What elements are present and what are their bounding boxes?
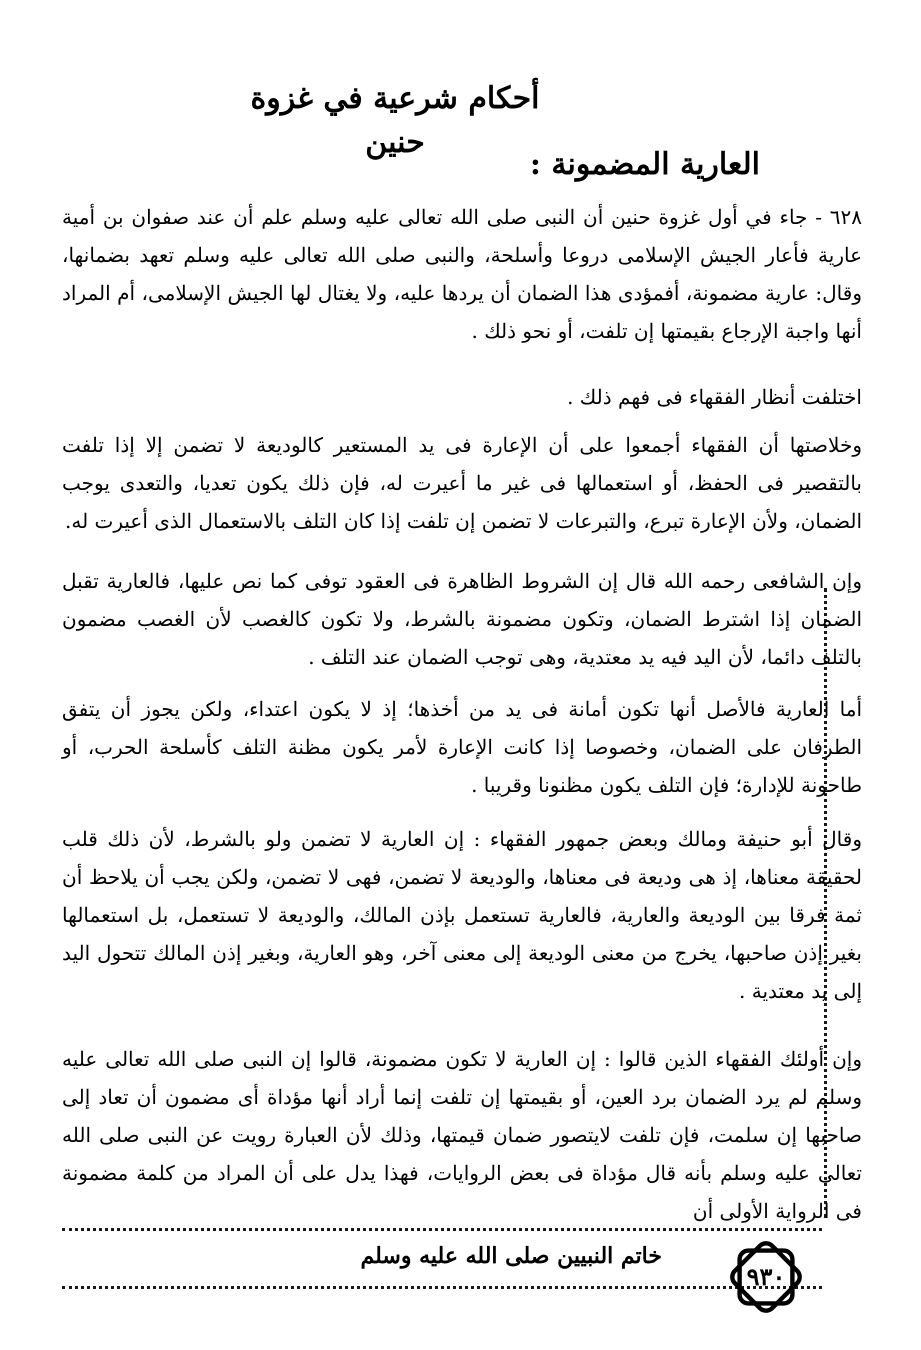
page-header-title: أحكام شرعية في غزوة حنين bbox=[250, 81, 540, 160]
page-number-badge bbox=[706, 1217, 826, 1337]
section-title: العارية المضمونة : bbox=[529, 147, 760, 182]
page-number: ٩٣٠ bbox=[746, 1262, 786, 1291]
paragraph-1: ٦٢٨ - جاء في أول غزوة حنين أن النبى صلى الله تعالى عليه وسلم علم أن عند صفوان بن أمية عارية فأعار الجيش الإسلامى دروعا وأسلحة، والنبى صلى الله تعالى عليه وسلم تعهد بضمانها، وقال: عارية مضمونة، أفمؤدى هذا الضمان أن يردها عليه، ولا يغتال لها الجيش الإسلامى، أم المراد أنها واجبة الإرجاع بقيمتها إن تلفت، أو نحو ذلك . bbox=[62, 205, 862, 343]
paragraph-5: أما العارية فالأصل أنها تكون أمانة فى يد من أخذها؛ إذ لا يكون اعتداء، ولكن يجوز أن يتفق الطرفان على الضمان، وخصوصا إذا كانت الإعارة لأمر يكون مظنة التلف كأسلحة الحرب، أو طاحونة للإدارة؛ فإن التلف يكون مظنونا وقريبا . bbox=[62, 697, 862, 797]
paragraph-4: وإن الشافعى رحمه الله قال إن الشروط الظاهرة فى العقود توفى كما نص عليها، فالعارية تقبل الضمان إذا اشترط الضمان، وتكون مضمونة بالشرط، ولا تكون كالغصب لأن الغصب مضمون بالتلف دائما، لأن اليد فيه يد معتدية، وهى توجب الضمان عند التلف . bbox=[62, 569, 862, 669]
footer-book-title: خاتم النبيين صلى الله عليه وسلم bbox=[360, 1243, 662, 1269]
paragraph-2: اختلفت أنظار الفقهاء فى فهم ذلك . bbox=[567, 385, 862, 409]
paragraph-6: وقال أبو حنيفة ومالك وبعض جمهور الفقهاء : إن العارية لا تضمن ولو بالشرط، لأن ذلك قلب لحقيقة معناها، إذ هى وديعة فى معناها، والوديعة لا تضمن، فهى لا تضمن، ولكن يجب أن يلاحظ أن ثمة فرقا بين الوديعة والعارية، فالعارية تستعمل بإذن المالك، والوديعة لا تستعمل، بل استعمالها بغير إذن صاحبها، يخرج من معنى الوديعة إلى معنى آخر، وهو العارية، وبغير إذن المالك تتحول اليد إلى يد معتدية . bbox=[62, 827, 862, 1003]
paragraph-3: وخلاصتها أن الفقهاء أجمعوا على أن الإعارة فى يد المستعير كالوديعة لا تضمن إلا إذا تلفت بالتقصير فى الحفظ، أو استعمالها فى غير ما أعيرت له، فإن ذلك يكون تعديا، والتعدى يوجب الضمان، ولأن الإعارة تبرع، والتبرعات لا تضمن إن تلفت إذا كان التلف بالاستعمال الذى أعيرت له. bbox=[62, 433, 862, 533]
paragraph-7: وإن أولئك الفقهاء الذين قالوا : إن العارية لا تكون مضمونة، قالوا إن النبى صلى الله تعالى عليه وسلم لم يرد الضمان برد العين، أو بقيمتها إن تلفت إنما أراد أنها مؤداة أى مضمون أن تعاد إلى صاحبها إن سلمت، فإن تلفت لايتصور ضمان قيمتها، وذلك لأن العبارة رويت عن النبى صلى الله تعالى عليه وسلم بأنه قال مؤداة فى بعض الروايات، فهذا يدل على أن المراد من كلمة مضمونة فى الرواية الأولى أن bbox=[62, 1047, 862, 1223]
side-dotted-rule bbox=[824, 588, 827, 1218]
